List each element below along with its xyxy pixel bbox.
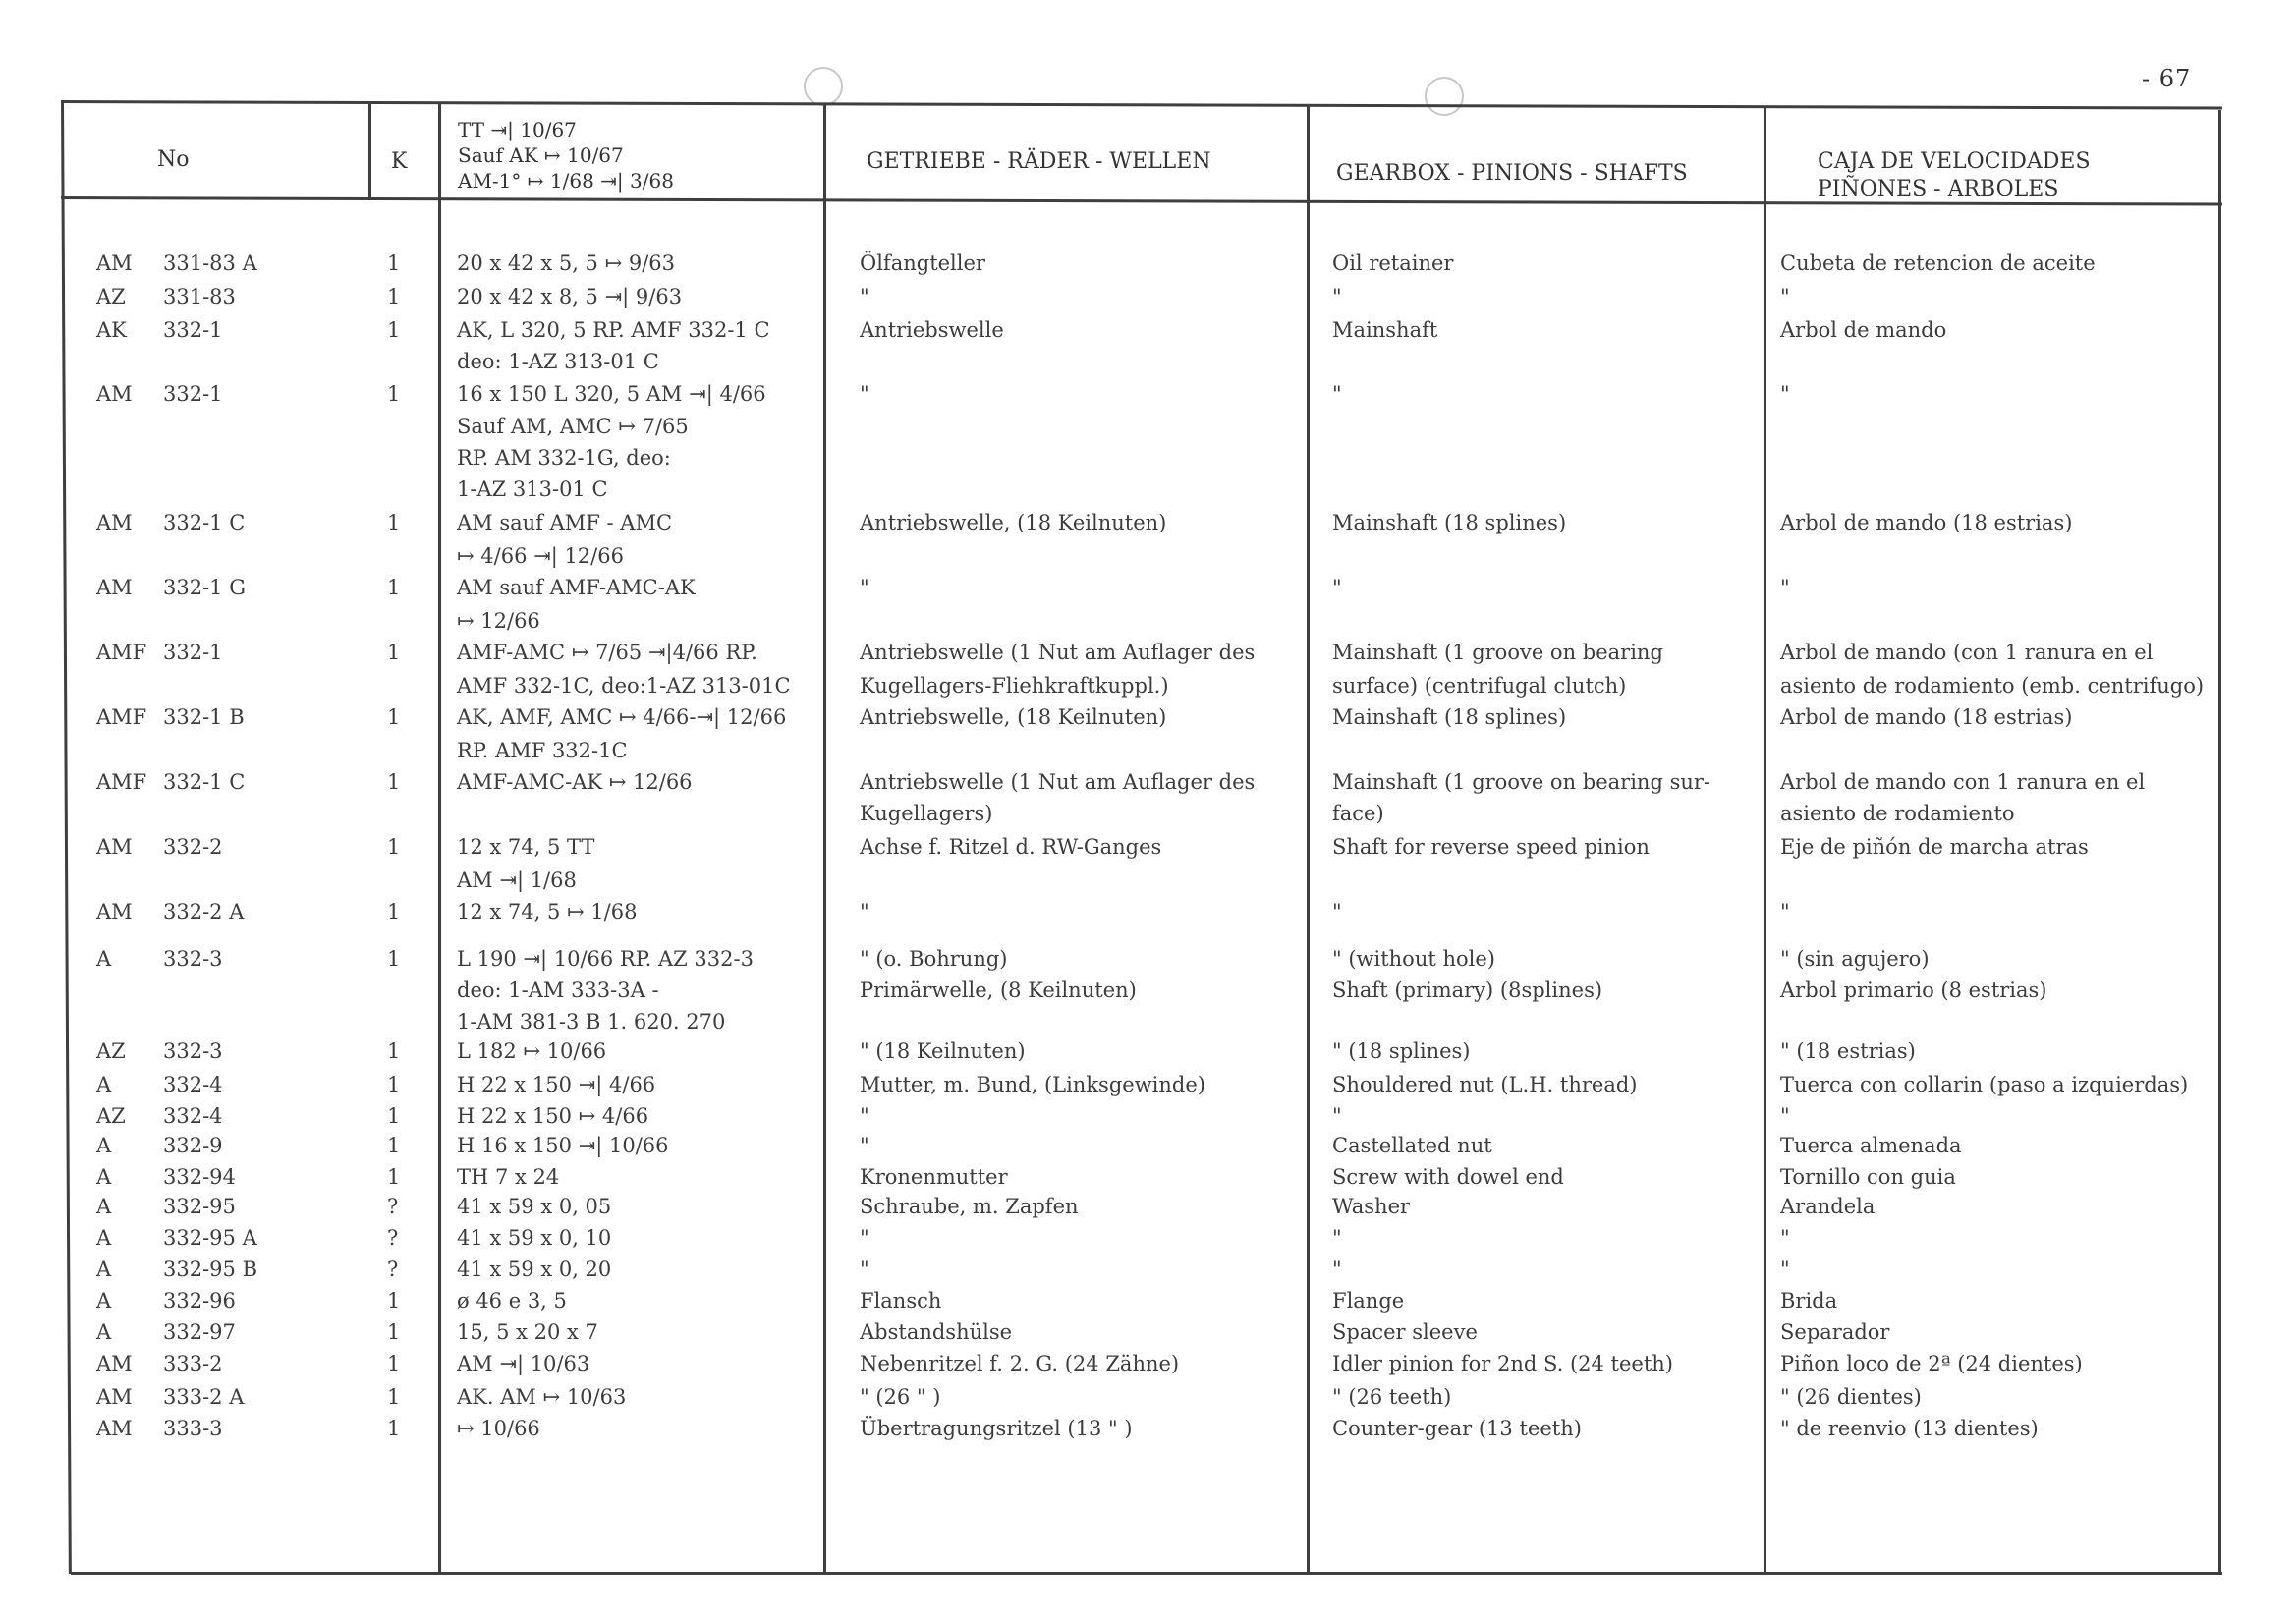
table-row	[0, 943, 2296, 977]
description-english-cell: Oil retainer	[1332, 252, 1454, 275]
table-row	[0, 1316, 2296, 1350]
quantity-k-cell: ?	[387, 1226, 399, 1250]
part-prefix-cell: AMF	[96, 641, 147, 664]
quantity-k-cell: 1	[387, 900, 401, 924]
description-spanish-cell: "	[1780, 576, 1790, 599]
description-english-cell: Mainshaft	[1332, 318, 1438, 342]
description-english-cell: "	[1332, 576, 1342, 599]
description-german-cell: "	[860, 576, 869, 599]
specification-cell: 20 x 42 x 5, 5 ↦ 9/63	[457, 252, 676, 275]
quantity-k-cell: 1	[387, 1385, 401, 1409]
part-prefix-cell: AM	[96, 1385, 133, 1409]
description-english-cell: "	[1332, 900, 1342, 924]
specification-cell: L 182 ↦ 10/66	[457, 1039, 607, 1063]
table-row	[0, 346, 2296, 379]
page-number: - 67	[2142, 65, 2192, 92]
table-row	[0, 248, 2296, 281]
part-number-cell: 333-2 A	[163, 1385, 245, 1409]
table-row	[0, 1413, 2296, 1446]
specification-cell: H 22 x 150 ↦ 4/66	[457, 1104, 649, 1128]
part-prefix-cell: AMF	[96, 705, 147, 729]
description-german-cell: Antriebswelle	[860, 318, 1004, 342]
description-german-cell: " (o. Bohrung)	[860, 947, 1008, 971]
table-row	[0, 896, 2296, 929]
description-spanish-cell: Arbol de mando con 1 ranura en el	[1780, 770, 2146, 794]
description-german-cell: " (18 Keilnuten)	[860, 1039, 1026, 1063]
description-german-cell: Abstandshülse	[860, 1320, 1013, 1344]
description-spanish-cell: " de reenvio (13 dientes)	[1780, 1417, 2039, 1440]
specification-cell: deo: 1-AZ 313-01 C	[457, 350, 659, 373]
part-number-cell: 332-1 C	[163, 511, 246, 534]
description-spanish-cell: Piñon loco de 2ª (24 dientes)	[1780, 1352, 2083, 1375]
header-no: No	[157, 147, 190, 172]
description-english-cell: Flange	[1332, 1289, 1405, 1313]
table-row	[0, 1348, 2296, 1381]
punch-hole-right	[1425, 77, 1464, 116]
description-english-cell: surface) (centrifugal clutch)	[1332, 674, 1627, 698]
specification-cell: H 22 x 150 ⇥| 4/66	[457, 1073, 656, 1096]
punch-hole-left	[804, 67, 843, 106]
quantity-k-cell: 1	[387, 1134, 401, 1157]
quantity-k-cell: 1	[387, 1320, 401, 1344]
table-row	[0, 637, 2296, 670]
part-prefix-cell: A	[96, 1289, 112, 1313]
table-top-border	[61, 100, 2222, 110]
description-german-cell: "	[860, 1134, 869, 1157]
header-spanish-line-1: CAJA DE VELOCIDADES	[1818, 149, 2091, 174]
table-row	[0, 507, 2296, 540]
header-spec-line-1: TT ⇥| 10/67	[458, 118, 577, 141]
description-spanish-cell: "	[1780, 900, 1790, 924]
description-german-cell: Schraube, m. Zapfen	[860, 1195, 1079, 1218]
table-row	[0, 281, 2296, 314]
table-row	[0, 540, 2296, 574]
description-spanish-cell: Tornillo con guia	[1780, 1165, 1956, 1189]
header-german: GETRIEBE - RÄDER - WELLEN	[867, 149, 1211, 174]
description-german-cell: "	[860, 1104, 869, 1128]
quantity-k-cell: 1	[387, 252, 401, 275]
table-row	[0, 411, 2296, 444]
quantity-k-cell: 1	[387, 1352, 401, 1375]
description-german-cell: Antriebswelle, (18 Keilnuten)	[860, 705, 1167, 729]
part-number-cell: 332-96	[163, 1289, 236, 1313]
description-german-cell: Primärwelle, (8 Keilnuten)	[860, 979, 1137, 1002]
description-english-cell: Idler pinion for 2nd S. (24 teeth)	[1332, 1352, 1674, 1375]
part-prefix-cell: A	[96, 1134, 112, 1157]
description-spanish-cell: "	[1780, 1226, 1790, 1250]
quantity-k-cell: 1	[387, 1039, 401, 1063]
specification-cell: AMF-AMC ↦ 7/65 ⇥|4/66 RP.	[457, 641, 757, 664]
quantity-k-cell: 1	[387, 705, 401, 729]
description-german-cell: Kugellagers)	[860, 802, 993, 825]
description-german-cell: Kugellagers-Fliehkraftkuppl.)	[860, 674, 1169, 698]
description-spanish-cell: Arbol de mando (con 1 ranura en el	[1780, 641, 2154, 664]
table-row	[0, 670, 2296, 703]
description-spanish-cell: Tuerca almenada	[1780, 1134, 1962, 1157]
part-prefix-cell: AM	[96, 835, 133, 859]
description-english-cell: Screw with dowel end	[1332, 1165, 1564, 1189]
description-english-cell: Counter-gear (13 teeth)	[1332, 1417, 1582, 1440]
part-prefix-cell: A	[96, 1320, 112, 1344]
part-prefix-cell: A	[96, 1195, 112, 1218]
table-row	[0, 1161, 2296, 1195]
description-english-cell: Shaft (primary) (8splines)	[1332, 979, 1603, 1002]
part-prefix-cell: AM	[96, 511, 133, 534]
part-number-cell: 332-95 B	[163, 1258, 258, 1281]
description-english-cell: Mainshaft (1 groove on bearing	[1332, 641, 1663, 664]
specification-cell: AMF-AMC-AK ↦ 12/66	[457, 770, 693, 794]
table-row	[0, 442, 2296, 476]
part-prefix-cell: A	[96, 947, 112, 971]
description-english-cell: Shouldered nut (L.H. thread)	[1332, 1073, 1638, 1096]
specification-cell: Sauf AM, AMC ↦ 7/65	[457, 415, 689, 438]
part-number-cell: 332-9	[163, 1134, 223, 1157]
description-spanish-cell: "	[1780, 382, 1790, 406]
description-english-cell: Castellated nut	[1332, 1134, 1492, 1157]
part-prefix-cell: A	[96, 1226, 112, 1250]
description-german-cell: "	[860, 900, 869, 924]
specification-cell: deo: 1-AM 333-3A -	[457, 979, 659, 1002]
part-number-cell: 332-3	[163, 947, 223, 971]
description-german-cell: Ölfangteller	[860, 252, 985, 275]
description-german-cell: Antriebswelle, (18 Keilnuten)	[860, 511, 1167, 534]
header-spec-line-2: Sauf AK ↦ 10/67	[458, 143, 624, 167]
description-german-cell: "	[860, 1258, 869, 1281]
table-row	[0, 572, 2296, 605]
description-spanish-cell: asiento de rodamiento	[1780, 802, 2015, 825]
specification-cell: AK, L 320, 5 RP. AMF 332-1 C	[457, 318, 770, 342]
specification-cell: 16 x 150 L 320, 5 AM ⇥| 4/66	[457, 382, 766, 406]
description-german-cell: Kronenmutter	[860, 1165, 1008, 1189]
description-english-cell: "	[1332, 1104, 1342, 1128]
description-english-cell: Washer	[1332, 1195, 1411, 1218]
description-german-cell: Antriebswelle (1 Nut am Auflager des	[860, 641, 1256, 664]
table-row	[0, 865, 2296, 898]
specification-cell: 15, 5 x 20 x 7	[457, 1320, 598, 1344]
description-english-cell: face)	[1332, 802, 1384, 825]
description-spanish-cell: Separador	[1780, 1320, 1890, 1344]
table-row	[0, 1130, 2296, 1163]
description-spanish-cell: "	[1780, 1258, 1790, 1281]
description-english-cell: Mainshaft (1 groove on bearing sur-	[1332, 770, 1711, 794]
description-german-cell: Mutter, m. Bund, (Linksgewinde)	[860, 1073, 1205, 1096]
description-english-cell: "	[1332, 1226, 1342, 1250]
specification-cell: ↦ 10/66	[457, 1417, 540, 1440]
description-german-cell: Nebenritzel f. 2. G. (24 Zähne)	[860, 1352, 1180, 1375]
part-prefix-cell: AM	[96, 382, 133, 406]
description-german-cell: Antriebswelle (1 Nut am Auflager des	[860, 770, 1256, 794]
quantity-k-cell: 1	[387, 835, 401, 859]
specification-cell: ↦ 12/66	[457, 609, 540, 633]
specification-cell: RP. AM 332-1G, deo:	[457, 446, 671, 470]
table-row	[0, 1254, 2296, 1287]
quantity-k-cell: 1	[387, 511, 401, 534]
description-spanish-cell: "	[1780, 1104, 1790, 1128]
quantity-k-cell: 1	[387, 1289, 401, 1313]
quantity-k-cell: 1	[387, 770, 401, 794]
specification-cell: AM sauf AMF - AMC	[457, 511, 673, 534]
specification-cell: AM ⇥| 1/68	[457, 868, 577, 892]
description-spanish-cell: asiento de rodamiento (emb. centrifugo)	[1780, 674, 2205, 698]
description-spanish-cell: Cubeta de retencion de aceite	[1780, 252, 2096, 275]
table-bottom-border	[71, 1572, 2222, 1575]
description-english-cell: Shaft for reverse speed pinion	[1332, 835, 1650, 859]
table-row	[0, 474, 2296, 507]
part-number-cell: 332-1	[163, 641, 223, 664]
quantity-k-cell: 1	[387, 947, 401, 971]
part-number-cell: 332-95 A	[163, 1226, 257, 1250]
specification-cell: ↦ 4/66 ⇥| 12/66	[457, 544, 624, 568]
part-prefix-cell: AZ	[96, 285, 126, 308]
header-k: K	[391, 149, 408, 174]
quantity-k-cell: 1	[387, 576, 401, 599]
part-number-cell: 332-4	[163, 1073, 223, 1096]
quantity-k-cell: 1	[387, 1073, 401, 1096]
description-spanish-cell: "	[1780, 285, 1790, 308]
header-spec-line-3: AM-1° ↦ 1/68 ⇥| 3/68	[458, 169, 674, 193]
quantity-k-cell: ?	[387, 1258, 399, 1281]
description-spanish-cell: Eje de piñón de marcha atras	[1780, 835, 2089, 859]
description-german-cell: " (26 " )	[860, 1385, 941, 1409]
description-german-cell: "	[860, 285, 869, 308]
table-row	[0, 1006, 2296, 1039]
description-german-cell: Übertragungsritzel (13 " )	[860, 1417, 1133, 1440]
specification-cell: 1-AM 381-3 B 1. 620. 270	[457, 1010, 726, 1034]
header-english: GEARBOX - PINIONS - SHAFTS	[1336, 161, 1688, 186]
part-number-cell: 333-2	[163, 1352, 223, 1375]
table-row	[0, 1069, 2296, 1102]
specification-cell: 1-AZ 313-01 C	[457, 477, 608, 501]
description-english-cell: "	[1332, 285, 1342, 308]
part-prefix-cell: A	[96, 1165, 112, 1189]
part-prefix-cell: AM	[96, 576, 133, 599]
part-number-cell: 332-1 C	[163, 770, 246, 794]
part-prefix-cell: AM	[96, 1352, 133, 1375]
table-row	[0, 1222, 2296, 1256]
description-english-cell: "	[1332, 382, 1342, 406]
table-row	[0, 1381, 2296, 1415]
description-german-cell: "	[860, 1226, 869, 1250]
part-prefix-cell: AM	[96, 252, 133, 275]
table-row	[0, 1191, 2296, 1224]
specification-cell: 12 x 74, 5 TT	[457, 835, 595, 859]
specification-cell: AK, AMF, AMC ↦ 4/66-⇥| 12/66	[457, 705, 787, 729]
specification-cell: 41 x 59 x 0, 05	[457, 1195, 612, 1218]
description-spanish-cell: Arbol de mando (18 estrias)	[1780, 511, 2073, 534]
specification-cell: AM sauf AMF-AMC-AK	[457, 576, 696, 599]
description-english-cell: " (without hole)	[1332, 947, 1495, 971]
table-row	[0, 975, 2296, 1008]
part-prefix-cell: AK	[96, 318, 127, 342]
quantity-k-cell: ?	[387, 1195, 399, 1218]
part-number-cell: 332-97	[163, 1320, 236, 1344]
specification-cell: H 16 x 150 ⇥| 10/66	[457, 1134, 669, 1157]
description-german-cell: "	[860, 382, 869, 406]
description-spanish-cell: " (26 dientes)	[1780, 1385, 1922, 1409]
part-number-cell: 332-1	[163, 382, 223, 406]
part-number-cell: 331-83 A	[163, 252, 257, 275]
description-spanish-cell: " (sin agujero)	[1780, 947, 1930, 971]
part-number-cell: 332-94	[163, 1165, 236, 1189]
header-spanish-line-2: PIÑONES - ARBOLES	[1818, 177, 2059, 201]
description-english-cell: Mainshaft (18 splines)	[1332, 705, 1567, 729]
description-german-cell: Flansch	[860, 1289, 942, 1313]
table-row	[0, 1285, 2296, 1318]
description-spanish-cell: " (18 estrias)	[1780, 1039, 1916, 1063]
part-number-cell: 332-2	[163, 835, 223, 859]
quantity-k-cell: 1	[387, 1165, 401, 1189]
part-prefix-cell: AZ	[96, 1039, 126, 1063]
table-row	[0, 378, 2296, 412]
description-german-cell: Achse f. Ritzel d. RW-Ganges	[860, 835, 1162, 859]
table-row	[0, 735, 2296, 768]
part-number-cell: 332-2 A	[163, 900, 245, 924]
specification-cell: AM ⇥| 10/63	[457, 1352, 590, 1375]
specification-cell: 12 x 74, 5 ↦ 1/68	[457, 900, 638, 924]
description-english-cell: Spacer sleeve	[1332, 1320, 1478, 1344]
description-english-cell: Mainshaft (18 splines)	[1332, 511, 1567, 534]
description-english-cell: " (26 teeth)	[1332, 1385, 1452, 1409]
part-prefix-cell: AZ	[96, 1104, 126, 1128]
table-row	[0, 605, 2296, 639]
part-number-cell: 332-3	[163, 1039, 223, 1063]
description-english-cell: " (18 splines)	[1332, 1039, 1471, 1063]
description-spanish-cell: Arbol primario (8 estrias)	[1780, 979, 2047, 1002]
part-number-cell: 332-1	[163, 318, 223, 342]
part-prefix-cell: AMF	[96, 770, 147, 794]
table-row	[0, 798, 2296, 831]
specification-cell: AMF 332-1C, deo:1-AZ 313-01C	[457, 674, 791, 698]
specification-cell: TH 7 x 24	[457, 1165, 560, 1189]
part-prefix-cell: A	[96, 1073, 112, 1096]
quantity-k-cell: 1	[387, 1417, 401, 1440]
specification-cell: AK. AM ↦ 10/63	[457, 1385, 627, 1409]
quantity-k-cell: 1	[387, 1104, 401, 1128]
table-row	[0, 314, 2296, 348]
quantity-k-cell: 1	[387, 641, 401, 664]
description-english-cell: "	[1332, 1258, 1342, 1281]
part-number-cell: 332-1 G	[163, 576, 246, 599]
description-spanish-cell: Arbol de mando (18 estrias)	[1780, 705, 2073, 729]
part-prefix-cell: AM	[96, 900, 133, 924]
part-prefix-cell: AM	[96, 1417, 133, 1440]
part-number-cell: 332-95	[163, 1195, 236, 1218]
table-row	[0, 766, 2296, 800]
description-spanish-cell: Arandela	[1780, 1195, 1876, 1218]
specification-cell: 41 x 59 x 0, 20	[457, 1258, 612, 1281]
quantity-k-cell: 1	[387, 318, 401, 342]
table-row	[0, 1036, 2296, 1069]
description-spanish-cell: Brida	[1780, 1289, 1838, 1313]
part-number-cell: 331-83	[163, 285, 236, 308]
specification-cell: 41 x 59 x 0, 10	[457, 1226, 612, 1250]
part-number-cell: 332-4	[163, 1104, 223, 1128]
table-row	[0, 831, 2296, 865]
table-row	[0, 1100, 2296, 1134]
part-number-cell: 332-1 B	[163, 705, 245, 729]
quantity-k-cell: 1	[387, 382, 401, 406]
quantity-k-cell: 1	[387, 285, 401, 308]
col-divider-k	[368, 102, 371, 200]
part-prefix-cell: A	[96, 1258, 112, 1281]
specification-cell: RP. AMF 332-1C	[457, 739, 628, 762]
specification-cell: L 190 ⇥| 10/66 RP. AZ 332-3	[457, 947, 754, 971]
table-row	[0, 701, 2296, 735]
specification-cell: 20 x 42 x 8, 5 ⇥| 9/63	[457, 285, 683, 308]
description-spanish-cell: Arbol de mando	[1780, 318, 1947, 342]
part-number-cell: 333-3	[163, 1417, 223, 1440]
description-spanish-cell: Tuerca con collarin (paso a izquierdas)	[1780, 1073, 2189, 1096]
specification-cell: ø 46 e 3, 5	[457, 1289, 567, 1313]
